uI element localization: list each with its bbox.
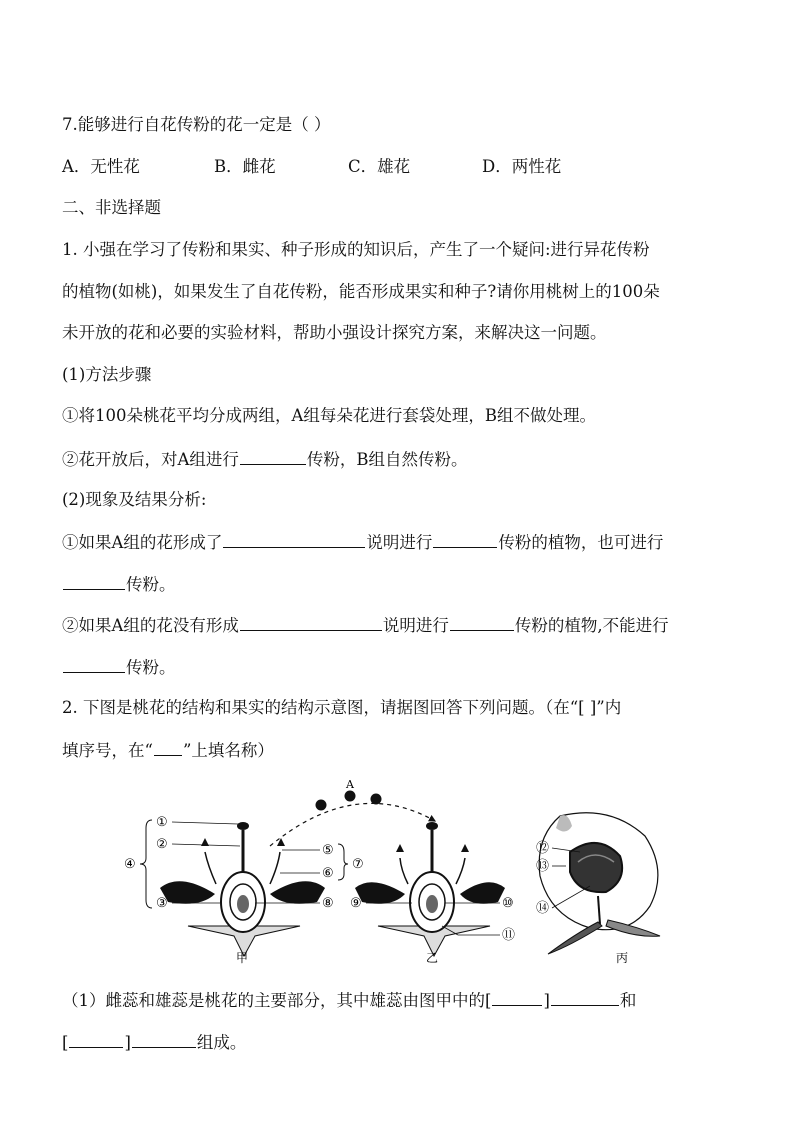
result-heading: (2)现象及结果分析: <box>62 490 207 509</box>
answer-blank[interactable] <box>551 988 619 1006</box>
step-2-text-b: 传粉，B组自然传粉。 <box>306 450 468 469</box>
svg-text:⑫: ⑫ <box>536 841 550 856</box>
panel-label-bing: 丙 <box>616 951 629 965</box>
p2-question-1-cont <box>62 1030 246 1054</box>
p1-line3: 未开放的花和必要的实验材料，帮助小强设计探究方案，来解决这一问题。 <box>62 323 607 342</box>
q1-cont-text-c: 组成。 <box>196 1033 247 1052</box>
result-1-text-a: ①如果A组的花形成了 <box>62 533 223 552</box>
result-2-text-d: 传粉。 <box>126 658 176 677</box>
answer-blank[interactable] <box>433 530 497 548</box>
answer-blank <box>154 738 182 756</box>
q1-text-a: （1）雌蕊和雄蕊是桃花的主要部分，其中雄蕊由图甲中的[ <box>62 991 492 1010</box>
option-a[interactable]: A．无性花 <box>62 157 140 176</box>
result-2-text-a: ②如果A组的花没有形成 <box>62 616 239 635</box>
flower-jia <box>160 822 325 956</box>
svg-text:⑤: ⑤ <box>322 843 334 858</box>
result-1-text-d: 传粉。 <box>126 575 176 594</box>
svg-text:①: ① <box>156 815 168 830</box>
option-d[interactable]: D．两性花 <box>482 157 562 176</box>
option-b[interactable]: B．雌花 <box>214 157 276 176</box>
svg-text:⑨: ⑨ <box>350 896 362 911</box>
p2-line2-text-b: ”上填名称） <box>182 741 274 760</box>
pollen-grain <box>371 794 382 805</box>
svg-text:③: ③ <box>156 896 168 911</box>
svg-text:⑬: ⑬ <box>536 859 550 874</box>
peach-flower-diagram <box>120 776 680 972</box>
svg-text:④: ④ <box>124 857 136 872</box>
svg-text:⑧: ⑧ <box>322 896 334 911</box>
svg-text:⑦: ⑦ <box>352 857 364 872</box>
panel-label-jia: 甲 <box>236 951 249 965</box>
result-2-text-c: 传粉的植物,不能进行 <box>514 616 669 635</box>
svg-text:⑥: ⑥ <box>322 866 334 881</box>
p1-line1: 1. 小强在学习了传粉和果实、种子形成的知识后，产生了一个疑问:进行异花传粉 <box>62 240 650 259</box>
p2-line1: 2. 下图是桃花的结构和果实的结构示意图，请据图回答下列问题。（在“[ ]”内 <box>62 698 622 717</box>
answer-blank[interactable] <box>223 530 365 548</box>
result-2-text-b: 说明进行 <box>382 616 449 635</box>
p2-question-1 <box>62 988 636 1012</box>
result-2 <box>62 613 669 637</box>
arrow-label: A <box>346 778 354 791</box>
question-7-stem: 7.能够进行自花传粉的花一定是（ ） <box>62 115 331 134</box>
method-heading: (1)方法步骤 <box>62 365 152 384</box>
q1-text-c: 和 <box>619 991 637 1010</box>
answer-blank[interactable] <box>132 1030 196 1048</box>
p2-line2-text-a: 填序号，在“ <box>62 741 153 760</box>
q1-cont-text-a: [ <box>62 1033 69 1052</box>
result-1-text-b: 说明进行 <box>366 533 433 552</box>
answer-blank[interactable] <box>63 655 125 673</box>
answer-blank[interactable] <box>69 1030 123 1048</box>
answer-blank[interactable] <box>240 447 306 465</box>
p1-line2: 的植物(如桃)，如果发生了自花传粉，能否形成果实和种子?请你用桃树上的100朵 <box>62 282 660 301</box>
svg-text:②: ② <box>156 837 168 852</box>
answer-blank[interactable] <box>492 988 542 1006</box>
p2-line2 <box>62 738 274 762</box>
result-2-cont <box>62 655 176 679</box>
step-2-text-a: ②花开放后，对A组进行 <box>62 450 239 469</box>
result-1-text-c: 传粉的植物，也可进行 <box>498 533 664 552</box>
panel-label-yi: 乙 <box>426 951 439 965</box>
step-1: ①将100朵桃花平均分成两组，A组每朵花进行套袋处理，B组不做处理。 <box>62 406 597 425</box>
answer-blank[interactable] <box>63 572 125 590</box>
answer-blank[interactable] <box>450 613 514 631</box>
result-1 <box>62 530 663 554</box>
flower-yi <box>355 822 505 956</box>
svg-text:⑪: ⑪ <box>502 928 516 943</box>
step-2 <box>62 447 468 471</box>
svg-text:⑭: ⑭ <box>536 901 550 916</box>
svg-text:⑩: ⑩ <box>502 896 514 911</box>
q1-text-b: ] <box>543 991 550 1010</box>
answer-blank[interactable] <box>240 613 382 631</box>
pollination-arrow <box>270 803 435 846</box>
result-1-cont <box>62 572 176 596</box>
q1-cont-text-b: ] <box>124 1033 131 1052</box>
fruit-bing <box>539 813 660 954</box>
section-heading: 二、非选择题 <box>62 198 161 217</box>
pollen-grain <box>316 800 327 811</box>
pollen-grain <box>345 791 356 802</box>
option-c[interactable]: C．雄花 <box>348 157 411 176</box>
